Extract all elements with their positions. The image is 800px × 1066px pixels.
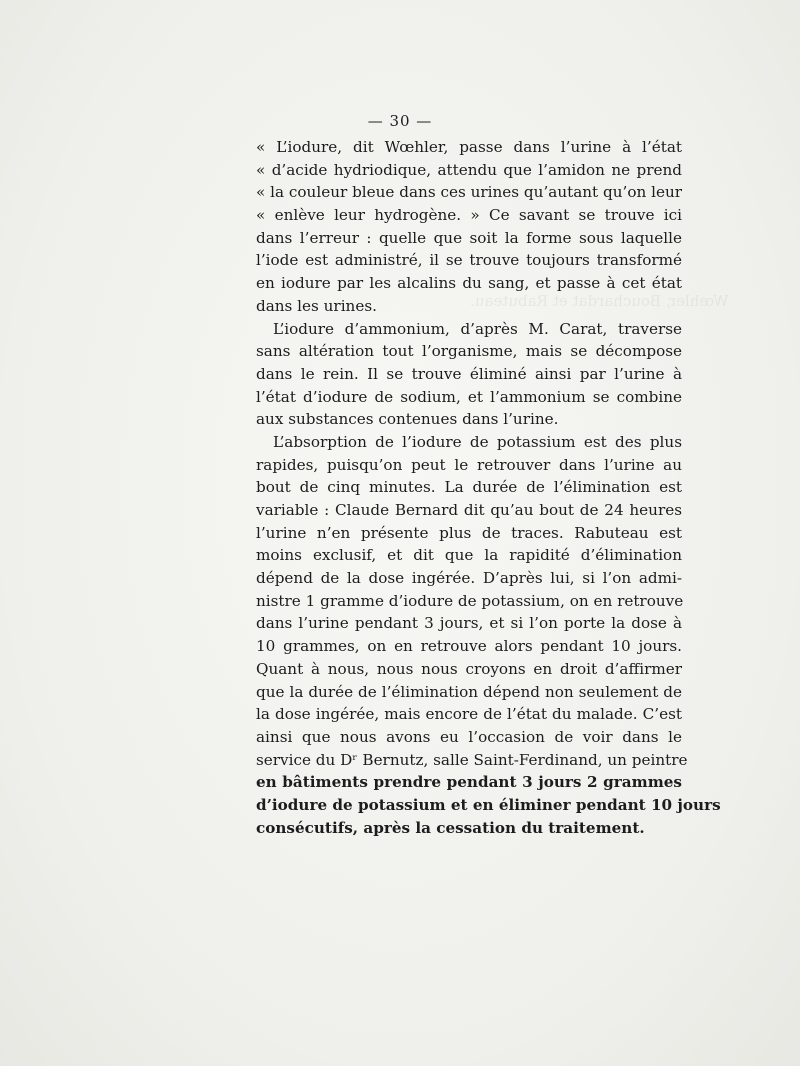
text-line: bout de cinq minutes. La durée de l’élimination est bbox=[256, 478, 682, 497]
text-line: consécutifs, après la cessation du traitement. bbox=[256, 818, 645, 837]
text-line: la dose ingérée, mais encore de l’état du malade. C’est bbox=[256, 705, 682, 724]
text-line: moins exclusif, et dit que la rapidité d’élimination bbox=[256, 546, 682, 565]
text-line: d’iodure de potassium et en éliminer pendant 10 jours bbox=[256, 795, 721, 814]
text-line: l’état d’iodure de sodium, et l’ammonium se combine bbox=[256, 387, 682, 406]
text-line: dans le rein. Il se trouve éliminé ainsi par l’urine à bbox=[256, 364, 682, 383]
text-line: dans l’urine pendant 3 jours, et si l’on porte la dose à bbox=[256, 614, 682, 633]
text-line: variable : Claude Bernard dit qu’au bout de 24 heures bbox=[256, 501, 682, 519]
text-line: l’iode est administré, il se trouve toujours transformé bbox=[256, 251, 682, 270]
text-line: L’iodure d’ammonium, d’après M. Carat, traverse bbox=[273, 319, 682, 338]
text-line: Quant à nous, nous nous croyons en droit d’affirmer bbox=[256, 659, 682, 678]
text-line: « la couleur bleue dans ces urines qu’autant qu’on leur bbox=[256, 183, 682, 202]
text-line: « enlève leur hydrogène. » Ce savant se trouve ici bbox=[256, 206, 682, 225]
bleed-through-text: Wœhler, Bouchardat et Rabuteau. bbox=[470, 292, 729, 310]
text-line: l’urine n’en présente plus de traces. Rabuteau est bbox=[256, 523, 682, 542]
text-line: en bâtiments prendre pendant 3 jours 2 grammes bbox=[256, 773, 682, 792]
text-line: dans les urines. bbox=[256, 296, 377, 315]
text-line: que la durée de l’élimination dépend non seulement de bbox=[256, 682, 682, 701]
text-line: L’absorption de l’iodure de potassium est des plus bbox=[273, 432, 682, 451]
page-number: — 30 — bbox=[367, 112, 433, 130]
body-text bbox=[256, 136, 721, 839]
text-line: nistre 1 gramme d’iodure de potassium, on en retrouve bbox=[256, 591, 684, 610]
text-line: « L’iodure, dit Wœhler, passe dans l’urine à l’état bbox=[256, 138, 682, 156]
text-line: 10 grammes, on en retrouve alors pendant 10 jours. bbox=[256, 637, 682, 656]
text-line: « d’acide hydriodique, attendu que l’amidon ne prend bbox=[256, 160, 682, 179]
text-line: aux substances contenues dans l’urine. bbox=[256, 410, 559, 429]
text-line: en iodure par les alcalins du sang, et passe à cet état bbox=[256, 274, 682, 293]
text-line: ainsi que nous avons eu l’occasion de voir dans le bbox=[256, 727, 682, 746]
text-line: dans l’erreur : quelle que soit la forme sous laquelle bbox=[256, 228, 682, 247]
text-line: service du Dʳ Bernutz, salle Saint-Ferdinand, un peintre bbox=[256, 750, 688, 769]
text-line: sans altération tout l’organisme, mais se décompose bbox=[256, 342, 682, 361]
text-line: rapides, puisqu’on peut le retrouver dans l’urine au bbox=[256, 455, 682, 474]
text-line: dépend de la dose ingérée. D’après lui, si l’on admi- bbox=[256, 569, 682, 588]
